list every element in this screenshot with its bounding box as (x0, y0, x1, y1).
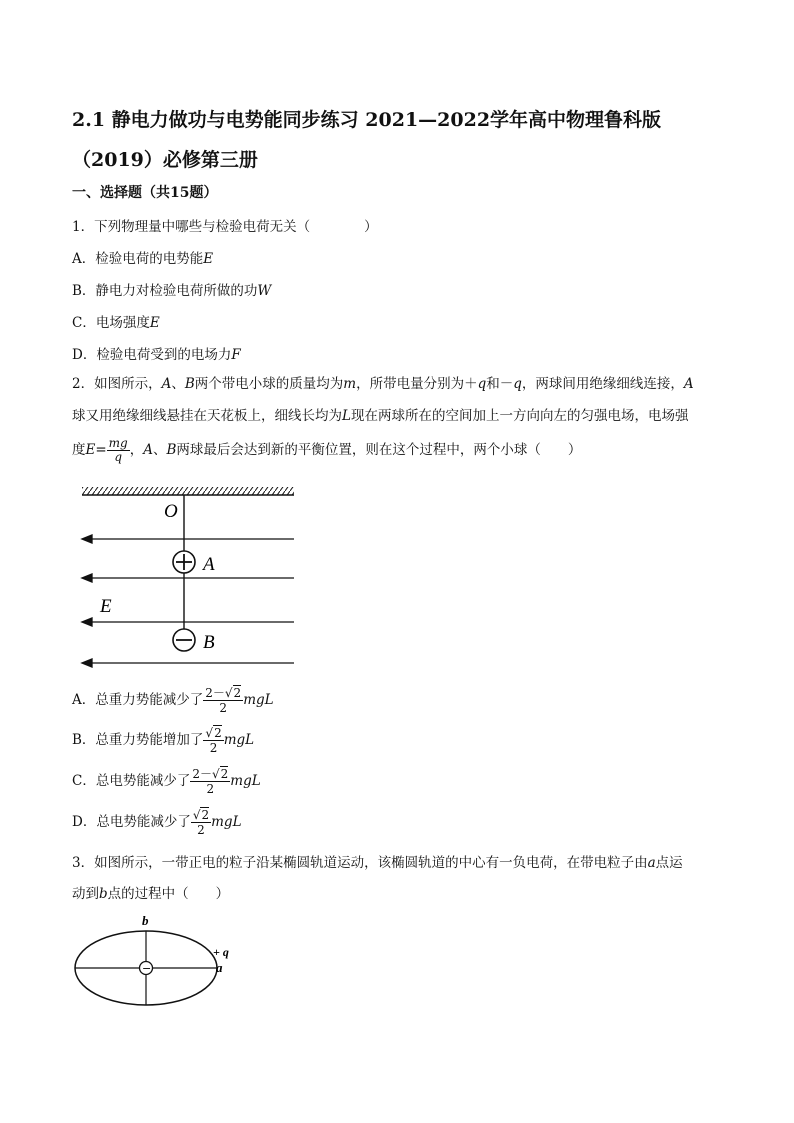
q2-option-d: D．总电势能减少了 $\frac{√2}{2}$ mgL (72, 808, 242, 837)
center-minus-sign: − (142, 962, 152, 975)
label-o: O (164, 501, 178, 522)
q2-stem-line2: 球又用绝缘细线悬挂在天花板上，细线长均为L现在两球所在的空间加上一方向向左的匀强电场，电场强 (72, 408, 689, 424)
q3-stem-line1: 3．如图所示，一带正电的粒子沿某椭圆轨道运动，该椭圆轨道的中心有一负电荷，在带电粒子由a点运 (72, 855, 683, 871)
doc-title-line1: 2.1 静电力做功与电势能同步练习 2021—2022学年高中物理鲁科版 (72, 109, 662, 131)
q3-stem-line2: 动到b点的过程中（ ） (72, 886, 230, 902)
label-plus-q: + q (213, 945, 229, 959)
q1-stem: 1．下列物理量中哪些与检验电荷无关（ ） (72, 219, 378, 235)
label-a: A (203, 554, 215, 575)
q2-stem-line1: 2．如图所示，A、B两个带电小球的质量均为m，所带电量分别为＋q和－q，两球间用绝缘细线连接，A (72, 376, 694, 392)
field-fraction: $\frac{mg}{q}$ (108, 436, 128, 464)
q1-option-d: D．检验电荷受到的电场力F (72, 347, 241, 363)
doc-title-line2: （2019）必修第三册 (72, 149, 258, 171)
q1-option-b: B．静电力对检验电荷所做的功W (72, 283, 272, 299)
label-b-point: b (142, 913, 149, 928)
q3-ellipse-diagram (70, 908, 250, 1014)
q2-stem-line3: 度E= $\frac{mg}{q}$ ，A、B两球最后会达到新的平衡位置，则在这个过程中，两个小球（ ） (72, 436, 582, 464)
section-heading: 一、选择题（共15题） (72, 185, 218, 201)
label-a-point: a (216, 960, 223, 975)
ceiling-hatch (82, 487, 294, 495)
q1-option-a: A．检验电荷的电势能E (72, 251, 214, 267)
q2-option-c: C．总电势能减少了 $\frac{2-√2}{2}$ mgL (72, 767, 261, 796)
label-b: B (203, 632, 215, 653)
q2-option-b: B．总重力势能增加了 $\frac{√2}{2}$ mgL (72, 726, 255, 755)
q2-option-a: A．总重力势能减少了 $\frac{2-√2}{2}$ mgL (72, 686, 274, 715)
q2-field-diagram (70, 484, 310, 674)
label-e: E (100, 596, 112, 617)
q1-option-c: C．电场强度E (72, 315, 160, 331)
